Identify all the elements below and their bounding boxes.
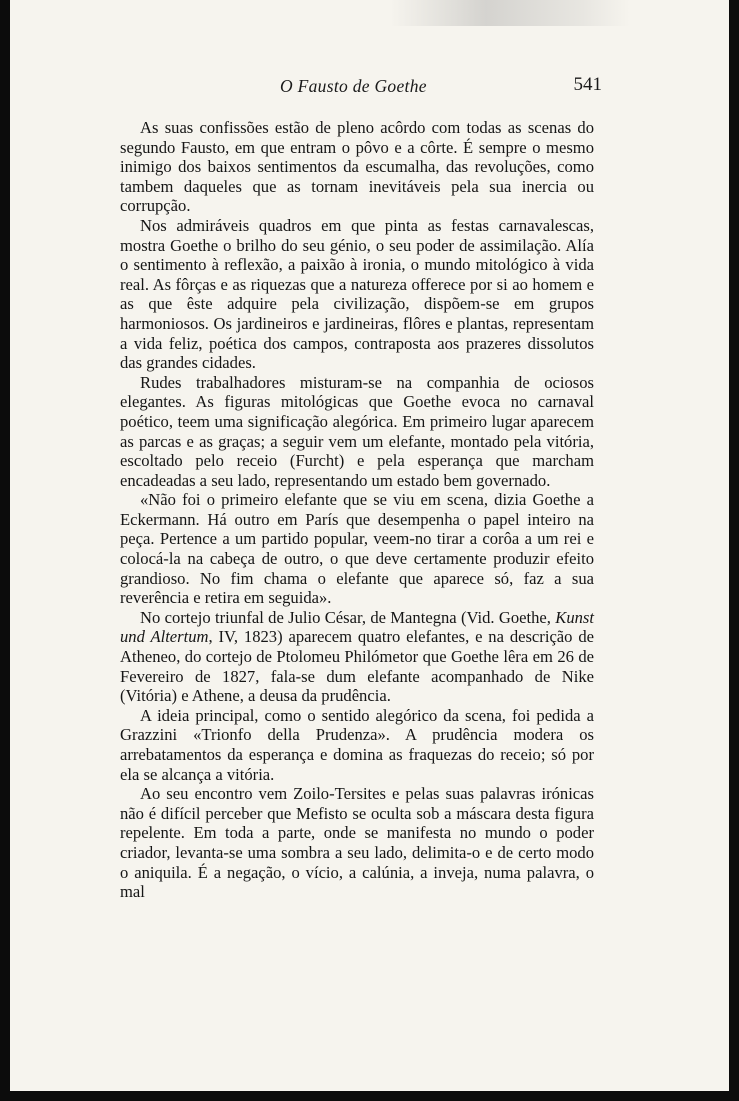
scan-bottom-edge <box>10 1091 729 1101</box>
running-head <box>130 74 602 104</box>
paragraph: No cortejo triunfal de Julio César, de Mantegna (Vid. Goethe, Kunst und Altertum, IV, 1823) aparecem quatro elefantes, e na descrição de Atheneo, do cortejo de Ptolomeu Philómetor que Goethe lêra em 26 de Fevereiro de 1827, fala-se dum elefante acompanhado de Nike (Vitória) e Athene, a deusa da prudência. <box>120 607 594 706</box>
paragraph: Rudes trabalhadores misturam-se na companhia de ociosos elegantes. As figuras mitológicas que Goethe evoca no carnaval poético, teem uma significação alegórica. Em primeiro lugar aparecem as parcas e as graças; a seguir vem um elefante, montado pela vitória, escoltado pelo receio (Furcht) e pela esperança que marcham encadeadas a seu lado, representando um estado bem governado. <box>120 372 594 490</box>
scan-smudge <box>390 0 630 26</box>
paragraph: A ideia principal, como o sentido alegórico da scena, foi pedida a Grazzini «Trionfo della Prudenza». A prudência modera os arrebatamentos da esperança e domina as fraquezas do receio; só por ela se alcança a vitória. <box>120 705 594 784</box>
paragraph: As suas confissões estão de pleno acôrdo com todas as scenas do segundo Fausto, em que entram o pôvo e a côrte. É sempre o mesmo inimigo dos baixos sentimentos da escumalha, das revoluções, como tambem daqueles que as tornam inevitáveis pela sua inercia ou corrupção. <box>120 118 594 216</box>
body-text <box>120 118 594 902</box>
running-title: O Fausto de Goethe <box>280 76 427 96</box>
page-number: 541 <box>573 74 602 95</box>
paragraph: Ao seu encontro vem Zoilo-Tersites e pelas suas palavras irónicas não é difícil perceber que Mefisto se oculta sob a máscara desta figura repelente. Em toda a parte, onde se manifesta no mundo o poder criador, levanta-se uma sombra a seu lado, delimita-o e de certo modo o aniquila. É a negação, o vício, a calúnia, a inveja, numa palavra, o mal <box>120 784 594 902</box>
paragraph: «Não foi o primeiro elefante que se viu em scena, dizia Goethe a Eckermann. Há outro em París que desempenha o papel inteiro na peça. Pertence a um partido popular, veem-no tirar a corôa a um rei e colocá-la na cabeça de outro, o que deve certamente produzir efeito grandioso. No fim chama o elefante que aparece só, faz a sua reverência e retira em seguida». <box>120 490 594 608</box>
book-title: Kunst und Altertum <box>120 607 594 647</box>
paragraph: Nos admiráveis quadros em que pinta as festas carnavalescas, mostra Goethe o brilho do seu génio, o seu poder de assimilação. Alía o sentimento à reflexão, a paixão à ironia, o mundo mitológico à vida real. As fôrças e as riquezas que a natureza offerece por si ao homem e as que êste adquire pela civilização, dispõem-se em grupos harmoniosos. Os jardineiros e jardineiras, flôres e plantas, representam a vida feliz, poética dos campos, contraposta aos prazeres dissolutos das grandes cidades. <box>120 215 594 373</box>
